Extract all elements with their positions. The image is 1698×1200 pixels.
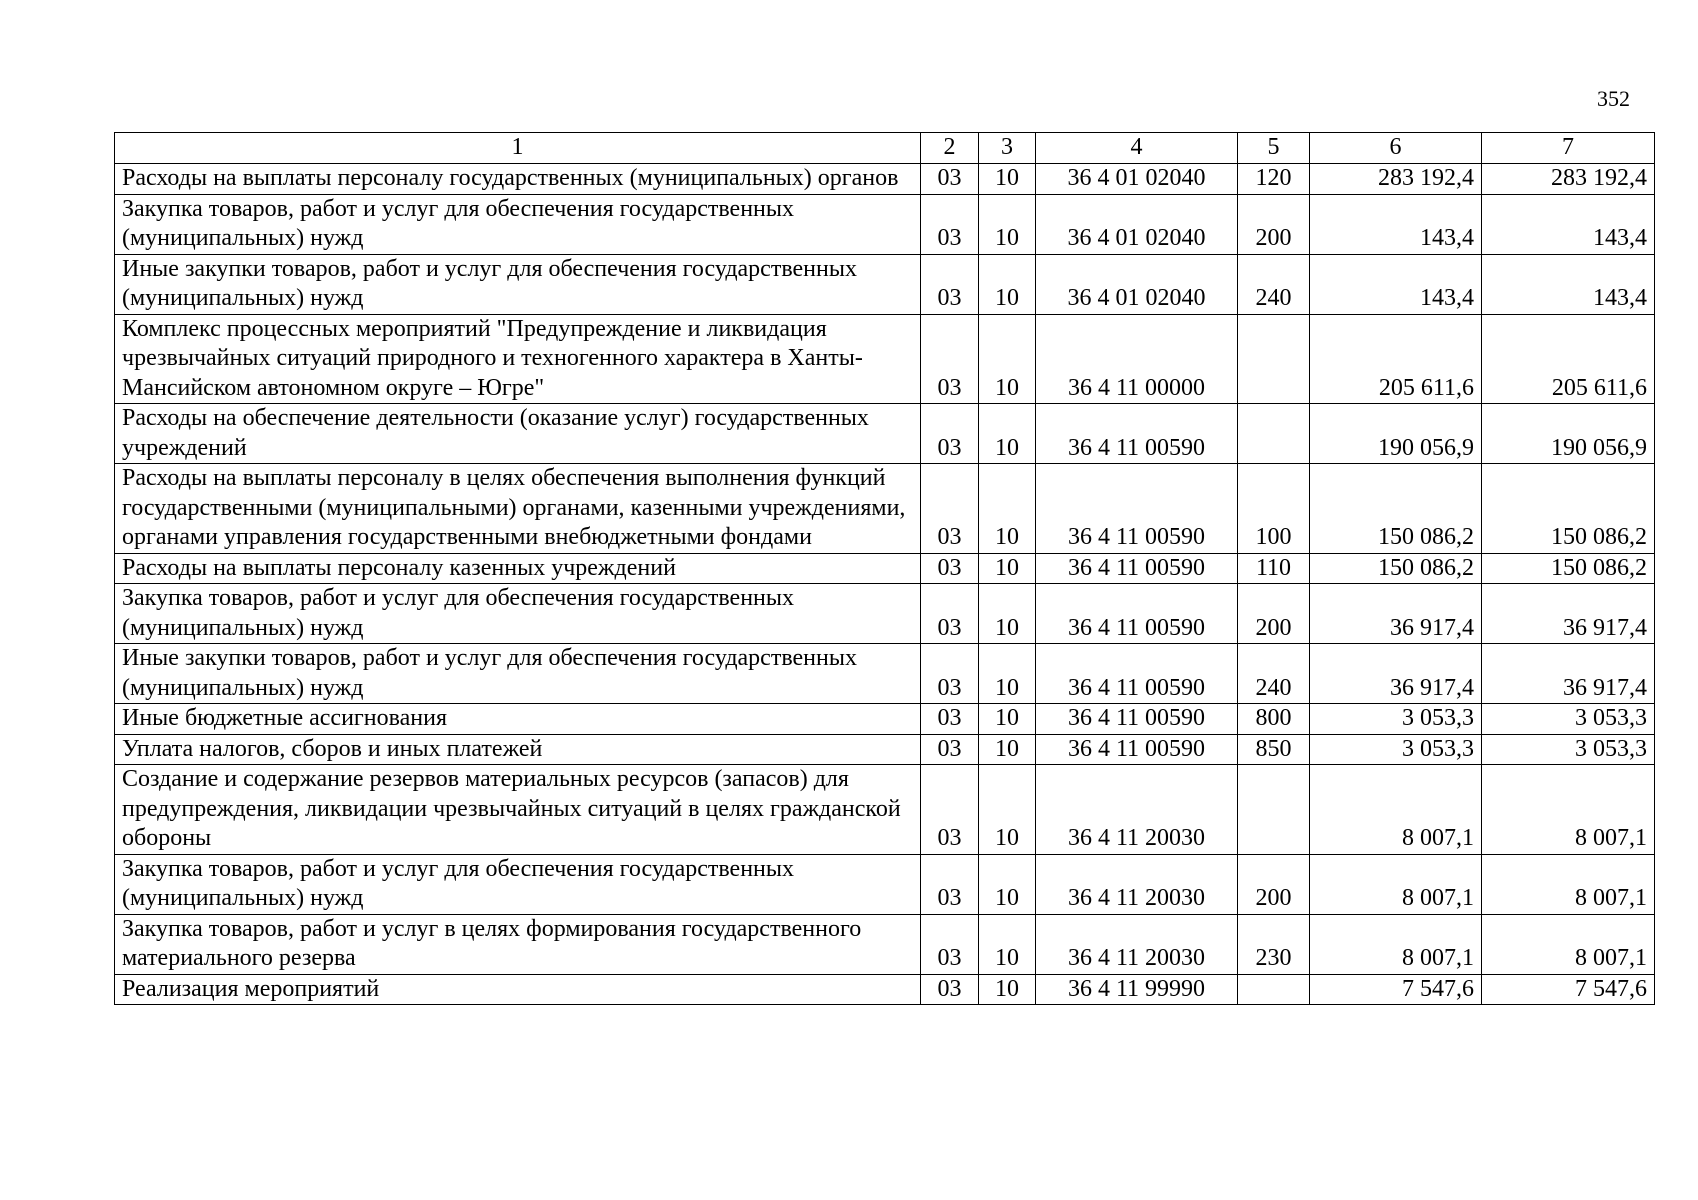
target-article-code: 36 4 11 99990 <box>1036 974 1238 1005</box>
amount-col6: 150 086,2 <box>1310 464 1482 554</box>
table-row <box>115 254 1655 314</box>
amount-col6: 150 086,2 <box>1310 553 1482 584</box>
target-article-code: 36 4 01 02040 <box>1036 194 1238 254</box>
expense-name: Закупка товаров, работ и услуг для обеспечения государственных (муниципальных) нужд <box>115 194 921 254</box>
target-article-code: 36 4 11 00590 <box>1036 464 1238 554</box>
section-code: 03 <box>921 404 979 464</box>
table-row <box>115 404 1655 464</box>
header-cell: 4 <box>1036 133 1238 164</box>
header-cell: 5 <box>1238 133 1310 164</box>
table-row <box>115 314 1655 404</box>
table-row <box>115 464 1655 554</box>
section-code: 03 <box>921 644 979 704</box>
expense-name: Иные закупки товаров, работ и услуг для обеспечения государственных (муниципальных) нужд <box>115 254 921 314</box>
subsection-code: 10 <box>979 553 1036 584</box>
section-code: 03 <box>921 314 979 404</box>
amount-col7: 8 007,1 <box>1482 854 1655 914</box>
section-code: 03 <box>921 164 979 195</box>
expense-type-code <box>1238 974 1310 1005</box>
header-cell: 2 <box>921 133 979 164</box>
amount-col6: 8 007,1 <box>1310 914 1482 974</box>
amount-col7: 190 056,9 <box>1482 404 1655 464</box>
amount-col6: 3 053,3 <box>1310 704 1482 735</box>
amount-col7: 36 917,4 <box>1482 644 1655 704</box>
amount-col7: 150 086,2 <box>1482 553 1655 584</box>
expense-type-code <box>1238 404 1310 464</box>
expense-name: Расходы на обеспечение деятельности (оказание услуг) государственных учреждений <box>115 404 921 464</box>
amount-col7: 143,4 <box>1482 194 1655 254</box>
target-article-code: 36 4 11 00590 <box>1036 553 1238 584</box>
amount-col7: 36 917,4 <box>1482 584 1655 644</box>
table-row <box>115 914 1655 974</box>
expense-name: Расходы на выплаты персоналу в целях обеспечения выполнения функций государственными (муниципальными) органами, казенными учреждениями, органами управления государственными внебюджетными фондами <box>115 464 921 554</box>
expense-type-code: 800 <box>1238 704 1310 735</box>
section-code: 03 <box>921 854 979 914</box>
subsection-code: 10 <box>979 914 1036 974</box>
target-article-code: 36 4 01 02040 <box>1036 254 1238 314</box>
subsection-code: 10 <box>979 314 1036 404</box>
target-article-code: 36 4 11 00590 <box>1036 734 1238 765</box>
subsection-code: 10 <box>979 164 1036 195</box>
target-article-code: 36 4 11 20030 <box>1036 765 1238 855</box>
table-row <box>115 704 1655 735</box>
expense-name: Комплекс процессных мероприятий "Предупреждение и ликвидация чрезвычайных ситуаций природного и техногенного характера в Ханты-Мансийском автономном округе – Югре" <box>115 314 921 404</box>
expense-name: Закупка товаров, работ и услуг для обеспечения государственных (муниципальных) нужд <box>115 584 921 644</box>
amount-col6: 143,4 <box>1310 194 1482 254</box>
table-row <box>115 164 1655 195</box>
expense-name: Уплата налогов, сборов и иных платежей <box>115 734 921 765</box>
expense-type-code: 850 <box>1238 734 1310 765</box>
expense-type-code: 240 <box>1238 644 1310 704</box>
section-code: 03 <box>921 765 979 855</box>
amount-col7: 3 053,3 <box>1482 734 1655 765</box>
section-code: 03 <box>921 974 979 1005</box>
table-row <box>115 553 1655 584</box>
subsection-code: 10 <box>979 464 1036 554</box>
target-article-code: 36 4 11 20030 <box>1036 854 1238 914</box>
target-article-code: 36 4 11 00590 <box>1036 404 1238 464</box>
amount-col6: 143,4 <box>1310 254 1482 314</box>
expense-name: Закупка товаров, работ и услуг для обеспечения государственных (муниципальных) нужд <box>115 854 921 914</box>
amount-col6: 283 192,4 <box>1310 164 1482 195</box>
budget-table <box>114 132 1655 1005</box>
section-code: 03 <box>921 194 979 254</box>
target-article-code: 36 4 11 00590 <box>1036 584 1238 644</box>
amount-col6: 8 007,1 <box>1310 765 1482 855</box>
target-article-code: 36 4 01 02040 <box>1036 164 1238 195</box>
amount-col7: 8 007,1 <box>1482 914 1655 974</box>
subsection-code: 10 <box>979 194 1036 254</box>
subsection-code: 10 <box>979 854 1036 914</box>
subsection-code: 10 <box>979 734 1036 765</box>
target-article-code: 36 4 11 00590 <box>1036 704 1238 735</box>
section-code: 03 <box>921 464 979 554</box>
subsection-code: 10 <box>979 704 1036 735</box>
expense-type-code: 230 <box>1238 914 1310 974</box>
expense-type-code: 200 <box>1238 584 1310 644</box>
amount-col7: 150 086,2 <box>1482 464 1655 554</box>
subsection-code: 10 <box>979 404 1036 464</box>
section-code: 03 <box>921 254 979 314</box>
amount-col6: 36 917,4 <box>1310 584 1482 644</box>
amount-col6: 8 007,1 <box>1310 854 1482 914</box>
expense-type-code: 110 <box>1238 553 1310 584</box>
expense-type-code: 240 <box>1238 254 1310 314</box>
target-article-code: 36 4 11 00000 <box>1036 314 1238 404</box>
subsection-code: 10 <box>979 254 1036 314</box>
amount-col7: 3 053,3 <box>1482 704 1655 735</box>
table-row <box>115 974 1655 1005</box>
section-code: 03 <box>921 704 979 735</box>
amount-col6: 3 053,3 <box>1310 734 1482 765</box>
amount-col7: 205 611,6 <box>1482 314 1655 404</box>
amount-col6: 36 917,4 <box>1310 644 1482 704</box>
subsection-code: 10 <box>979 765 1036 855</box>
expense-name: Расходы на выплаты персоналу казенных учреждений <box>115 553 921 584</box>
section-code: 03 <box>921 553 979 584</box>
table-row <box>115 734 1655 765</box>
expense-name: Иные бюджетные ассигнования <box>115 704 921 735</box>
expense-type-code <box>1238 765 1310 855</box>
expense-type-code: 100 <box>1238 464 1310 554</box>
expense-type-code <box>1238 314 1310 404</box>
expense-name: Расходы на выплаты персоналу государственных (муниципальных) органов <box>115 164 921 195</box>
expense-name: Создание и содержание резервов материальных ресурсов (запасов) для предупреждения, ликвидации чрезвычайных ситуаций в целях гражданской обороны <box>115 765 921 855</box>
amount-col7: 7 547,6 <box>1482 974 1655 1005</box>
section-code: 03 <box>921 914 979 974</box>
amount-col6: 7 547,6 <box>1310 974 1482 1005</box>
amount-col6: 205 611,6 <box>1310 314 1482 404</box>
table-row <box>115 765 1655 855</box>
table-row <box>115 854 1655 914</box>
section-code: 03 <box>921 734 979 765</box>
amount-col7: 8 007,1 <box>1482 765 1655 855</box>
table-row <box>115 584 1655 644</box>
target-article-code: 36 4 11 20030 <box>1036 914 1238 974</box>
table-row <box>115 644 1655 704</box>
expense-name: Закупка товаров, работ и услуг в целях формирования государственного материального резерва <box>115 914 921 974</box>
expense-name: Иные закупки товаров, работ и услуг для обеспечения государственных (муниципальных) нужд <box>115 644 921 704</box>
target-article-code: 36 4 11 00590 <box>1036 644 1238 704</box>
header-cell: 1 <box>115 133 921 164</box>
expense-type-code: 200 <box>1238 854 1310 914</box>
subsection-code: 10 <box>979 644 1036 704</box>
section-code: 03 <box>921 584 979 644</box>
amount-col7: 283 192,4 <box>1482 164 1655 195</box>
header-cell: 6 <box>1310 133 1482 164</box>
table-row <box>115 194 1655 254</box>
amount-col6: 190 056,9 <box>1310 404 1482 464</box>
table-header-row <box>115 133 1655 164</box>
page-number: 352 <box>1597 86 1630 111</box>
header-cell: 3 <box>979 133 1036 164</box>
subsection-code: 10 <box>979 974 1036 1005</box>
subsection-code: 10 <box>979 584 1036 644</box>
header-cell: 7 <box>1482 133 1655 164</box>
expense-name: Реализация мероприятий <box>115 974 921 1005</box>
expense-type-code: 120 <box>1238 164 1310 195</box>
amount-col7: 143,4 <box>1482 254 1655 314</box>
expense-type-code: 200 <box>1238 194 1310 254</box>
